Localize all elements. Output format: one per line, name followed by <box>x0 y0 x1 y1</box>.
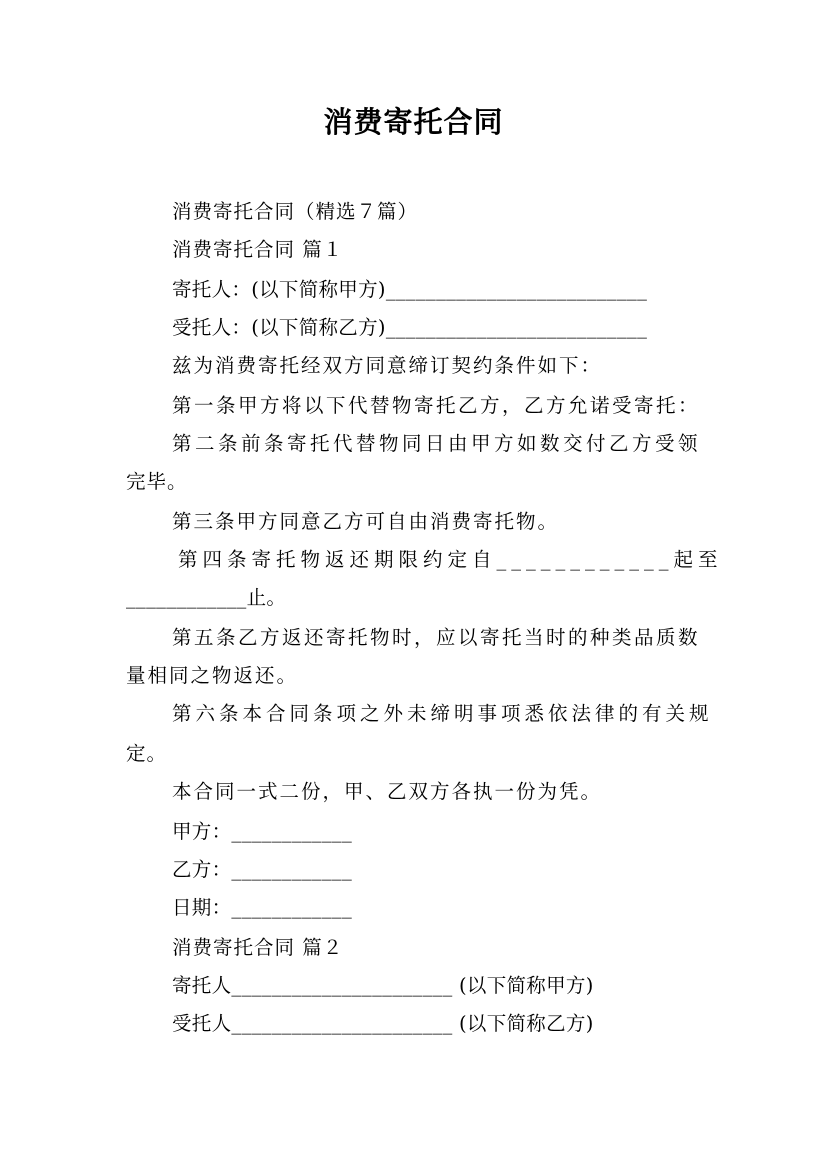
document-title: 消费寄托合同 <box>323 105 504 139</box>
document-line-18: 乙方：____________ <box>172 858 352 881</box>
document-line-14: 第六条本合同条项之外未缔明事项悉依法律的有关规 <box>172 702 713 725</box>
document-line-13: 量相同之物返还。 <box>126 664 299 687</box>
document-line-12: 第五条乙方返还寄托物时，应以寄托当时的种类品质数 <box>172 626 701 649</box>
document-line-21: 寄托人______________________ (以下简称甲方) <box>172 974 594 997</box>
document-line-4: 受托人：(以下简称乙方)__________________________ <box>172 316 648 339</box>
document-line-15: 定。 <box>126 742 168 765</box>
document-line-3: 寄托人：(以下简称甲方)__________________________ <box>172 278 648 301</box>
document-line-6: 第一条甲方将以下代替物寄托乙方，乙方允诺受寄托： <box>172 394 701 417</box>
document-line-7: 第二条前条寄托代替物同日由甲方如数交付乙方受领 <box>172 432 702 455</box>
document-line-10: 第四条寄托物返还期限约定自____________起至 <box>178 548 723 571</box>
document-line-9: 第三条甲方同意乙方可自由消费寄托物。 <box>172 510 560 533</box>
document-line-16: 本合同一式二份，甲、乙双方各执一份为凭。 <box>172 780 603 803</box>
document-line-20: 消费寄托合同 篇２ <box>172 936 344 959</box>
document-line-22: 受托人______________________ (以下简称乙方) <box>172 1012 594 1035</box>
document-line-11: ____________止。 <box>126 586 287 609</box>
document-line-17: 甲方：____________ <box>172 820 352 843</box>
document-line-19: 日期：____________ <box>172 896 352 919</box>
document-line-8: 完毕。 <box>126 470 188 493</box>
document-line-2: 消费寄托合同 篇１ <box>172 238 344 261</box>
document-line-1: 消费寄托合同（精选７篇） <box>172 200 419 223</box>
document-line-5: 兹为消费寄托经双方同意缔订契约条件如下： <box>172 354 603 377</box>
